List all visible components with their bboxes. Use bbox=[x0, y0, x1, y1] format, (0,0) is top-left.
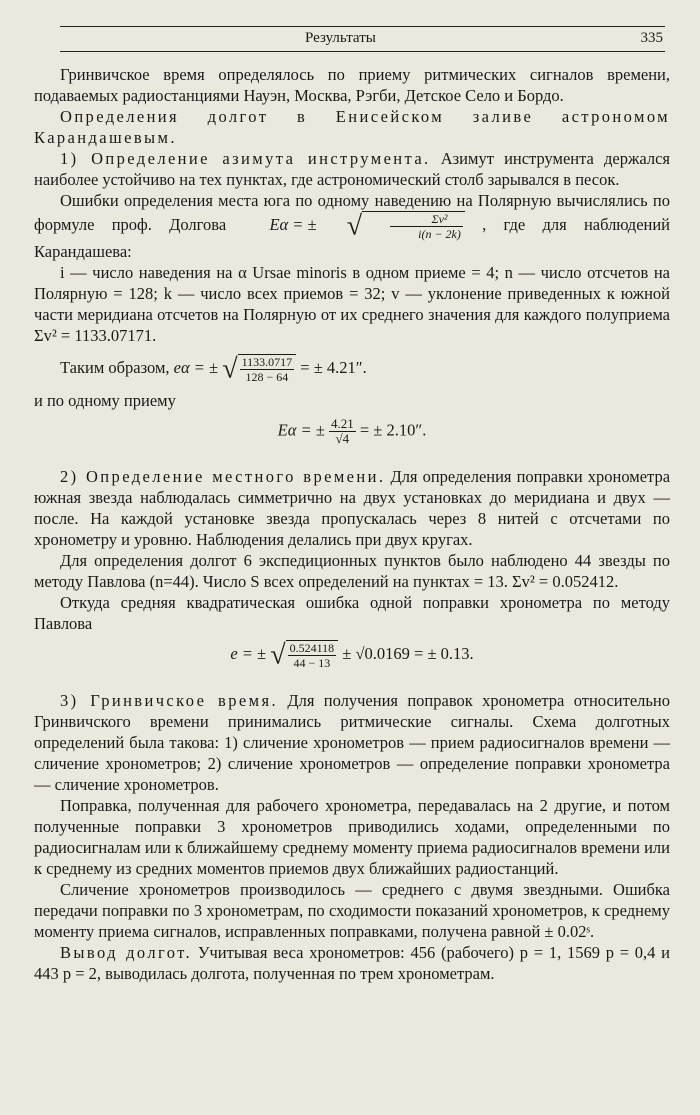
local-time-text: Для определения поправки хронометра южная звезда наблюдалась симметрично на двух установках до меридиана и двух — после. На каждой установке звезда пропускалась через 8 нитей с отсчетами по хронометру и уровню. Наблюдения делались при двух кругах. bbox=[34, 467, 671, 549]
paragraph-local-time bbox=[34, 466, 670, 550]
paragraph-pavlov: Для определения долгот 6 экспедиционных пунктов было наблюдено 44 звезды по методу Павлова (n=44). Число S всех определений на пунктах = 13. Σv² = 0.052412. bbox=[34, 551, 670, 591]
dolgov-lhs: Eα = ± bbox=[269, 214, 317, 234]
greenwich-time-text: Для получения поправок хронометра относительно Гринвичского времени принимались ритмические сигналы. Схема долготных определений была такова: 1) сличение хронометров — прием радиосигналов времени — сличение хронометров; 2) сличение хронометров — определение поправки хронометра — сличение хронометров. bbox=[34, 691, 670, 794]
azimuth-text: Азимут инструмента держался наиболее устойчиво на тех пунктах, где астрономический столб зарывался в песок. bbox=[34, 149, 670, 189]
subheading-local-time: 2) Определение местного времени. bbox=[60, 467, 386, 486]
paragraph-dolgov-formula bbox=[34, 190, 670, 262]
dolgov-radical: √ $\frac{\text{Σv²}}{i(n - 2k)}$ bbox=[321, 211, 465, 241]
formula-3-numerator: 0.524118 bbox=[289, 641, 335, 655]
formula-3-radical: √ $\frac{0.524118}{44 - 13}$ bbox=[270, 640, 338, 670]
formula-1-intro: Таким образом, bbox=[60, 357, 170, 377]
running-header bbox=[60, 26, 665, 52]
paragraph-greenwich-time bbox=[34, 690, 670, 795]
formula-2-result: = ± 2.10″. bbox=[359, 420, 427, 440]
formula-2 bbox=[34, 417, 670, 446]
paragraph-comparison: Сличение хронометров производилось — среднего с двумя звездными. Ошибка передачи поправки по 3 хронометрам, по сходимости показаний хронометров, к среднему моменту приема сигналов, исправленных поправками, получена равной ± 0.02ˢ. bbox=[34, 880, 670, 941]
formula-1-line bbox=[34, 354, 670, 384]
formula-3-denominator: 44 − 13 bbox=[293, 656, 331, 670]
formula-1-numerator: 1133.0717 bbox=[241, 355, 293, 369]
paragraph-greenwich-intro: Гринвичское время определялось по приему ритмических сигналов времени, подаваемых радиостанциями Науэн, Москва, Рэгби, Детское Село и Бордо. bbox=[34, 65, 670, 105]
formula-1 bbox=[174, 354, 367, 384]
subheading-azimuth: 1) Определение азимута инструмента. bbox=[60, 149, 431, 168]
formula-2-lhs: Eα = ± bbox=[277, 420, 325, 440]
paragraph-conclusion bbox=[34, 942, 670, 984]
header-title: Результаты bbox=[305, 30, 376, 46]
formula-1-radical: √ $\frac{1133.0717}{128 - 64}$ bbox=[222, 354, 296, 384]
formula-3-middle: ± √0.0169 bbox=[342, 643, 410, 663]
subheading-greenwich-time: 3) Гринвичское время. bbox=[60, 691, 278, 710]
dolgov-text-a: Ошибки определения места юга по одному наведению на Полярную вычислялись по формуле проф. Долгова bbox=[34, 191, 670, 234]
page-number: 335 bbox=[640, 30, 663, 46]
formula-1-result: = ± 4.21″. bbox=[300, 357, 367, 377]
body-text bbox=[34, 64, 670, 984]
formula-1-lhs: eα = ± bbox=[173, 357, 219, 377]
dolgov-formula bbox=[243, 211, 464, 241]
dolgov-numerator: Σv² bbox=[390, 212, 463, 227]
formula-1-denominator: 128 − 64 bbox=[245, 370, 289, 384]
section-heading-longitudes: Определения долгот в Енисейском заливе астрономом Карандашевым. bbox=[34, 107, 670, 147]
paragraph-correction: Поправка, полученная для рабочего хронометра, передавалась на 2 другие, и потом полученные поправки 3 хронометров приводились ходами, определенными по радиосигналам или к ближайшему среднему моменту приема радиосигналов времени или к среднему из средних моментов приемов двух ближайших радиостанций. bbox=[34, 796, 670, 878]
dolgov-text-b: , где для наблюдений Карандашева: bbox=[34, 214, 671, 261]
subheading-conclusion: Вывод долгот. bbox=[60, 943, 193, 962]
paragraph-single-reception: и по одному приему bbox=[34, 391, 176, 410]
formula-3-result: = ± 0.13. bbox=[414, 643, 474, 663]
formula-3-lhs: e = ± bbox=[230, 643, 267, 663]
paragraph-error-intro: Откуда средняя квадратическая ошибка одной поправки хронометра по методу Павлова bbox=[34, 593, 670, 633]
dolgov-denominator: i(n − 2k) bbox=[418, 227, 461, 241]
formula-2-numerator: 4.21 bbox=[330, 416, 354, 431]
formula-2-denominator: √4 bbox=[335, 431, 350, 446]
paragraph-variables: i — число наведения на α Ursae minoris в одном приеме = 4; n — число отсчетов на Полярную = 128; k — число всех приемов = 32; v — уклонение приведенных к южной части меридиана отсчетов на Полярную от их среднего значения для каждого полуприема Σv² = 1133.07171. bbox=[34, 263, 670, 345]
conclusion-text: Учитывая веса хронометров: 456 (рабочего) p = 1, 1569 p = 0,4 и 443 p = 2, выводилась долгота, полученная по трем хронометрам. bbox=[34, 943, 671, 983]
paragraph-azimuth bbox=[34, 148, 670, 190]
formula-3 bbox=[34, 640, 670, 670]
